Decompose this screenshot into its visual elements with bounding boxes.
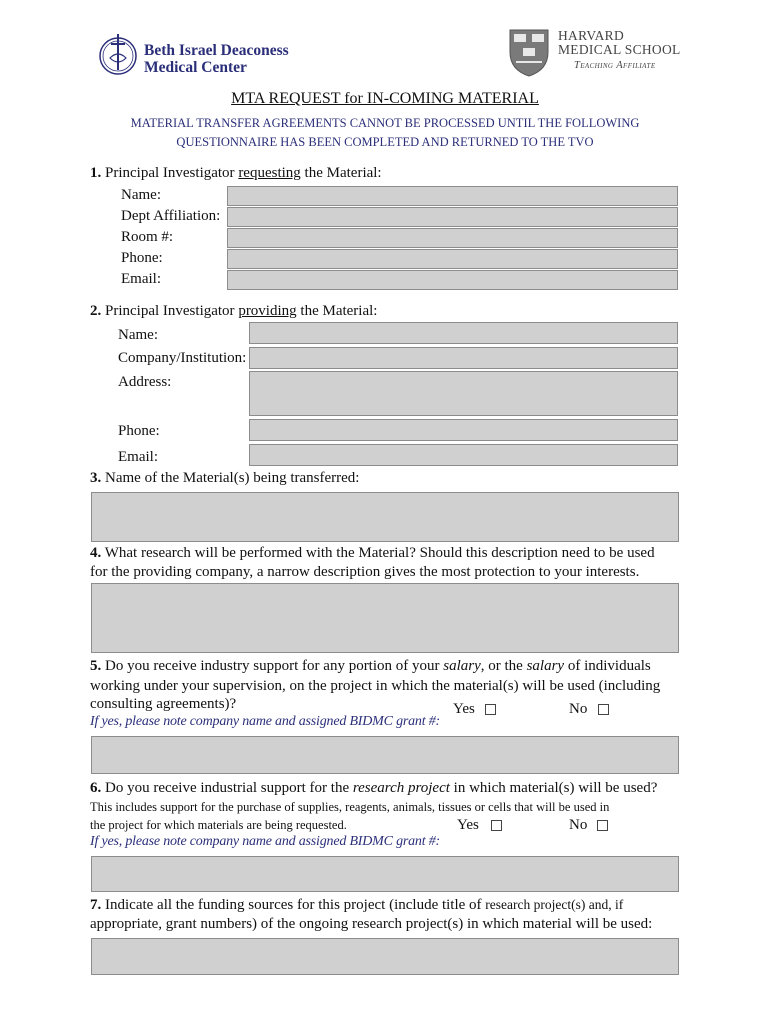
q2-phone-label: Phone: — [118, 423, 160, 439]
q1-name-label: Name: — [121, 187, 161, 203]
q1-room-label: Room #: — [121, 229, 174, 245]
q3-heading — [90, 469, 359, 487]
q5-no-label: No — [569, 701, 588, 717]
q5-number: 5. — [90, 658, 102, 674]
q5-text-line2: working under your supervision, on the project in which the material(s) will be used (including — [90, 678, 661, 694]
q6-number: 6. — [90, 780, 102, 796]
q2-company-field[interactable] — [249, 347, 678, 369]
q6-text-line2: This includes support for the purchase of supplies, reagents, animals, tissues or cells that will be used in — [90, 800, 610, 814]
q1-room-field[interactable] — [227, 228, 678, 248]
q5-text-1a: Do you receive industry support for any portion of your — [105, 658, 440, 674]
harvard-shield-icon — [508, 28, 550, 78]
q7-number: 7. — [90, 897, 102, 913]
q2-address-field[interactable] — [249, 371, 678, 416]
q2-emphasis: providing — [238, 303, 297, 319]
q2-email-label: Email: — [118, 449, 158, 465]
q3-number: 3. — [90, 470, 102, 486]
bidmc-name-line1: Beth Israel Deaconess — [144, 42, 289, 59]
hms-line3: Teaching Affiliate — [574, 60, 656, 71]
q5-no-checkbox[interactable] — [598, 704, 609, 715]
q6-yes-label: Yes — [457, 817, 479, 833]
q6-text-1c: in which material(s) will be used? — [453, 780, 658, 796]
q3-text: Name of the Material(s) being transferred: — [105, 470, 360, 486]
q1-emphasis: requesting — [238, 165, 301, 181]
q5-yes-label: Yes — [453, 701, 475, 717]
q7-funding-field[interactable] — [91, 938, 679, 975]
subtitle-line2: QUESTIONNAIRE HAS BEEN COMPLETED AND RETURNED TO THE TVO — [176, 135, 594, 149]
q6-line1 — [90, 779, 657, 797]
q2-name-field[interactable] — [249, 322, 678, 344]
q5-text-1c: , or the — [480, 658, 523, 674]
q1-number: 1. — [90, 165, 102, 181]
q5-line1 — [90, 657, 651, 675]
bidmc-name-line2: Medical Center — [144, 59, 247, 76]
bidmc-logo — [98, 28, 298, 80]
page-title: MTA REQUEST for IN-COMING MATERIAL — [231, 90, 539, 107]
q2-prefix: Principal Investigator — [105, 303, 235, 319]
q7-text-1b: research project(s) and, if — [485, 897, 624, 912]
q6-company-field[interactable] — [91, 856, 679, 892]
q4-number: 4. — [90, 545, 102, 561]
q5-text-line3: consulting agreements)? — [90, 696, 237, 712]
subtitle-line1: MATERIAL TRANSFER AGREEMENTS CANNOT BE PROCESSED UNTIL THE FOLLOWING — [130, 116, 640, 130]
q6-text-1a: Do you receive industrial support for the — [105, 780, 350, 796]
q6-no-label: No — [569, 817, 588, 833]
q4-text-line1: What research will be performed with the Material? Should this description need to be used — [104, 545, 655, 561]
q1-phone-label: Phone: — [121, 250, 163, 266]
q1-phone-field[interactable] — [227, 249, 678, 269]
q1-heading — [90, 164, 382, 182]
q1-dept-field[interactable] — [227, 207, 678, 227]
q6-yes-checkbox[interactable] — [491, 820, 502, 831]
q7-text-1a: Indicate all the funding sources for this project (include title of — [105, 897, 482, 913]
q5-text-1b: salary — [443, 658, 481, 674]
bidmc-emblem-icon — [98, 28, 138, 78]
q2-number: 2. — [90, 303, 102, 319]
q2-company-label: Company/Institution: — [118, 350, 247, 366]
q2-suffix: the Material: — [300, 303, 378, 319]
q6-note: If yes, please note company name and assigned BIDMC grant #: — [90, 834, 440, 849]
q7-line1 — [90, 896, 623, 914]
q1-email-label: Email: — [121, 271, 161, 287]
q2-phone-field[interactable] — [249, 419, 678, 441]
q1-email-field[interactable] — [227, 270, 678, 290]
harvard-logo — [508, 26, 683, 82]
q6-no-checkbox[interactable] — [597, 820, 608, 831]
q1-suffix: the Material: — [304, 165, 382, 181]
q5-yes-checkbox[interactable] — [485, 704, 496, 715]
q1-dept-label: Dept Affiliation: — [121, 208, 221, 224]
hms-line2: MEDICAL SCHOOL — [558, 42, 681, 57]
q4-text-line2: for the providing company, a narrow description gives the most protection to your interests. — [90, 564, 640, 580]
hms-line1: HARVARD — [558, 28, 625, 43]
q3-material-field[interactable] — [91, 492, 679, 542]
q4-research-field[interactable] — [91, 583, 679, 653]
q5-company-field[interactable] — [91, 736, 679, 774]
q1-prefix: Principal Investigator — [105, 165, 235, 181]
q5-text-1d: salary — [526, 658, 565, 674]
q1-name-field[interactable] — [227, 186, 678, 206]
q4-line1 — [90, 544, 655, 562]
q2-address-label: Address: — [118, 374, 172, 390]
q2-name-label: Name: — [118, 327, 158, 343]
q7-text-line2: appropriate, grant numbers) of the ongoing research project(s) in which material will be used: — [90, 916, 653, 932]
q6-text-line3: the project for which materials are being requested. — [90, 818, 347, 832]
q5-note: If yes, please note company name and assigned BIDMC grant #: — [90, 714, 440, 729]
q6-text-1b: research project — [352, 780, 450, 796]
q5-text-1e: of individuals — [567, 658, 651, 674]
q2-email-field[interactable] — [249, 444, 678, 466]
q2-heading — [90, 302, 377, 320]
